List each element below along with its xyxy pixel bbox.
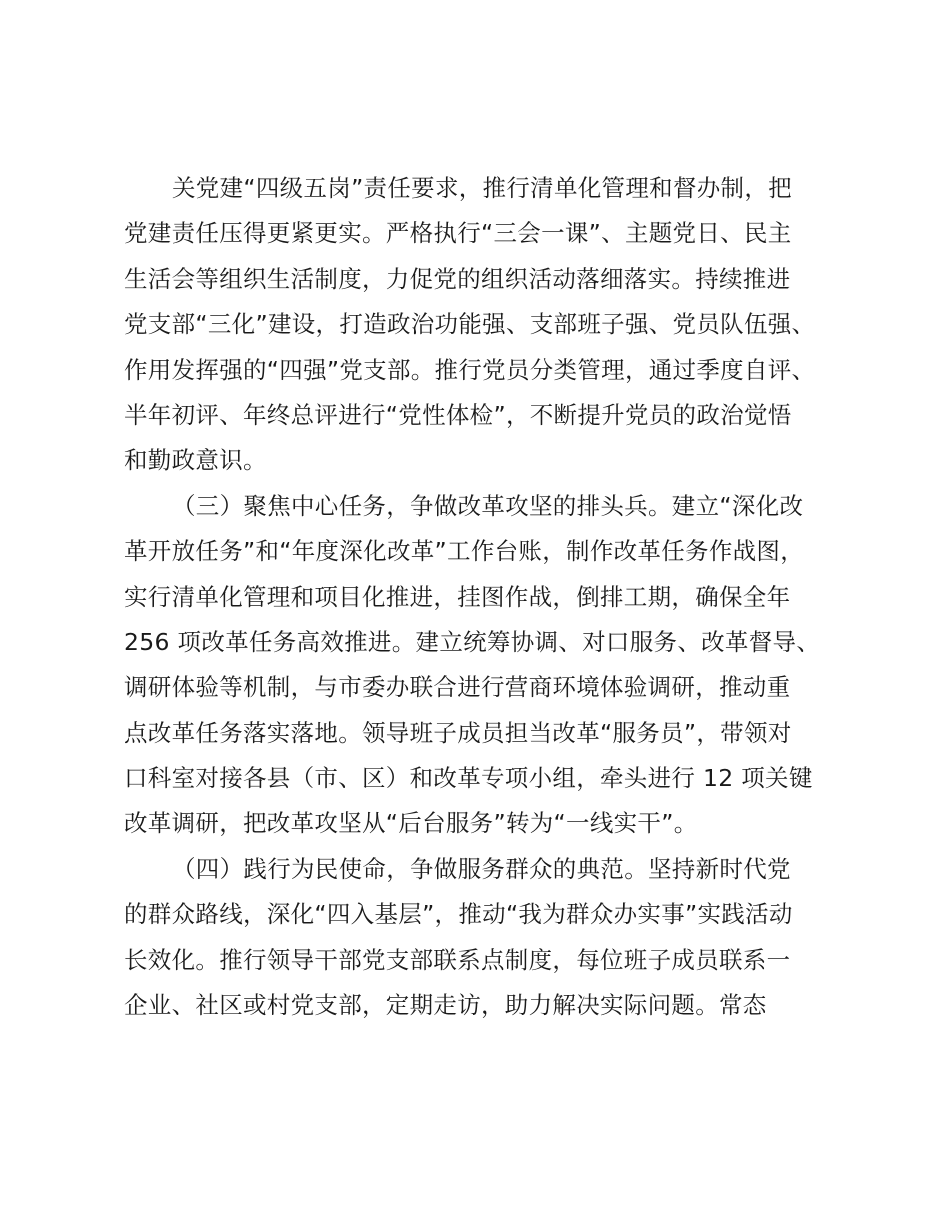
section-heading-3: （三）聚焦中心任务，争做改革攻坚的排头兵。建立“深化改: [172, 491, 804, 520]
body-text: [124, 166, 844, 1028]
text-line-13: 点改革任务落实落地。领导班子成员担当改革“服务员”，带领对: [124, 718, 792, 747]
text-line-9: 革开放任务”和“年度深化改革”工作台账，制作改革任务作战图，: [124, 537, 805, 566]
text-line-2: 党建责任压得更紧更实。严格执行“三会一课”、主题党日、民主: [124, 219, 792, 248]
section-heading-4: （四）践行为民使命，争做服务群众的典范。坚持新时代党: [172, 854, 791, 883]
text-line-5: 作用发挥强的“四强”党支部。推行党员分类管理，通过季度自评、: [124, 355, 816, 384]
text-line-18: 长效化。推行领导干部党支部联系点制度，每位班子成员联系一: [124, 945, 791, 974]
text-line-19: 企业、社区或村党支部，定期走访，助力解决实际问题。常态: [124, 991, 767, 1020]
text-line-11: 256 项改革任务高效推进。建立统筹协调、对口服务、改革督导、: [124, 627, 821, 656]
text-line-7: 和勤政意识。: [124, 446, 267, 475]
text-line-1: 关党建“四级五岗”责任要求，推行清单化管理和督办制，把: [172, 174, 792, 202]
text-line-17: 的群众路线，深化“四入基层”，推动“我为群众办实事”实践活动: [124, 900, 793, 929]
text-line-4: 党支部“三化”建设，打造政治功能强、支部班子强、党员队伍强、: [124, 310, 816, 339]
text-line-15: 改革调研，把改革攻坚从“后台服务”转为“一线实干”。: [124, 809, 698, 838]
text-line-6: 半年初评、年终总评进行“党性体检”，不断提升党员的政治觉悟: [124, 400, 792, 429]
text-line-12: 调研体验等机制，与市委办联合进行营商环境体验调研，推动重: [124, 673, 791, 702]
text-line-14: 口科室对接各县（市、区）和改革专项小组，牵头进行 12 项关键: [124, 764, 813, 793]
text-line-10: 实行清单化管理和项目化推进，挂图作战，倒排工期，确保全年: [124, 582, 791, 611]
text-line-3: 生活会等组织生活制度，力促党的组织活动落细落实。持续推进: [124, 264, 791, 293]
